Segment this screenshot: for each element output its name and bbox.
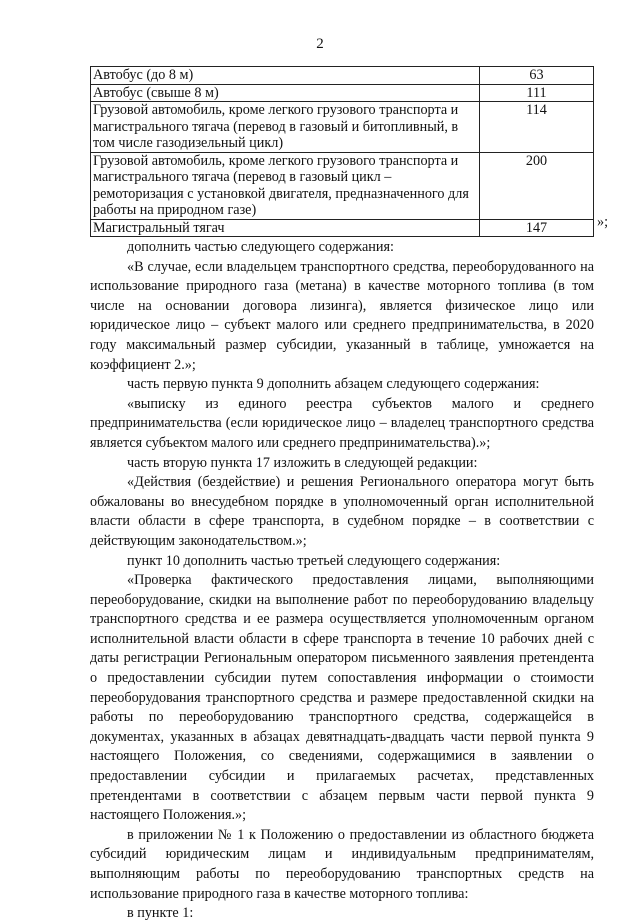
body-text bbox=[90, 238, 594, 924]
paragraph: «Действия (бездействие) и решения Регионального оператора могут быть обжалованы во внесудебном порядке в уполномоченный орган исполнительной власти области в сфере транспорта, в судебном порядке – в соответствии с действующим законодательством.»; bbox=[90, 474, 594, 549]
paragraph: в пункте 1: bbox=[127, 905, 194, 922]
paragraph: в приложении № 1 к Положению о предоставлении из областного бюджета субсидий юридическим лицам и индивидуальным предпринимателям, выполняющим работы по переоборудованию транспортных средств на использование природного газа в качестве моторного топлива: bbox=[90, 826, 594, 902]
page-number: 2 bbox=[316, 36, 324, 52]
table-row bbox=[91, 84, 594, 102]
vehicle-type-cell: Автобус (свыше 8 м) bbox=[91, 84, 480, 102]
table-row bbox=[91, 67, 594, 85]
vehicle-type-cell: Грузовой автомобиль, кроме легкого грузового транспорта и магистрального тягача (перевод в газовый цикл – ремоторизация с установкой двигателя, предназначенного для работы на природном газе) bbox=[91, 152, 480, 219]
subsidy-value-cell: 111 bbox=[480, 84, 594, 102]
subsidy-value-cell: 114 bbox=[480, 102, 594, 153]
paragraph: «Проверка фактического предоставления лицами, выполняющими переоборудование, скидки на выполнение работ по переоборудованию владельцу транспортного средства и ее размера осуществляется уполномоченным органом исполнительной власти области в сфере транспорта в течение 10 рабочих дней с даты регистрации Региональным оператором письменного заявления претендента о предоставлении субсидии путем сопоставления информации о стоимости переоборудования транспортного средства и размере предоставленной скидки на работы по переоборудованию транспортного средства, содержащейся в документах, указанных в абзацах девятнадцать-двадцать части первой пункта 9 настоящего Положения, со сведениями, содержащимися в заявлении о предоставлении субсидии и прилагаемых расчетах, представленных претендентами в соответствии с абзацем первым части первой пункта 9 настоящего Положения.»; bbox=[90, 572, 594, 824]
vehicle-type-cell: Автобус (до 8 м) bbox=[91, 67, 480, 85]
table-row bbox=[91, 102, 594, 153]
subsidy-value-cell: 200 bbox=[480, 152, 594, 219]
table-row bbox=[91, 152, 594, 219]
paragraph: пункт 10 дополнить частью третьей следующего содержания: bbox=[127, 552, 501, 569]
paragraph: часть вторую пункта 17 изложить в следующей редакции: bbox=[127, 454, 478, 471]
paragraph: «В случае, если владельцем транспортного средства, переоборудованного на использование природного газа (метана) в качестве моторного топлива (в том числе на основании договора лизинга), является физическое лицо или юридическое лицо – субъект малого или среднего предпринимательства, в 2020 году максимальный размер субсидии, указанный в таблице, умножается на коэффициент 2.»; bbox=[90, 258, 594, 373]
paragraph: «выписку из единого реестра субъектов малого и среднего предпринимательства (если юридическое лицо – владелец транспортного средства является субъектом малого или среднего предпринимательства).»; bbox=[90, 395, 594, 451]
vehicle-type-cell: Грузовой автомобиль, кроме легкого грузового транспорта и магистрального тягача (перевод в газовый и битопливный, в том числе газодизельный цикл) bbox=[91, 102, 480, 153]
subsidy-table bbox=[90, 66, 594, 237]
paragraph: дополнить частью следующего содержания: bbox=[127, 239, 394, 255]
subsidy-value-cell: 147 bbox=[480, 219, 594, 237]
table-row bbox=[91, 219, 594, 237]
subsidy-value-cell: 63 bbox=[480, 67, 594, 85]
vehicle-type-cell: Магистральный тягач bbox=[91, 219, 480, 237]
table-closing-quote: »; bbox=[597, 214, 609, 230]
paragraph: часть первую пункта 9 дополнить абзацем следующего содержания: bbox=[127, 376, 540, 393]
